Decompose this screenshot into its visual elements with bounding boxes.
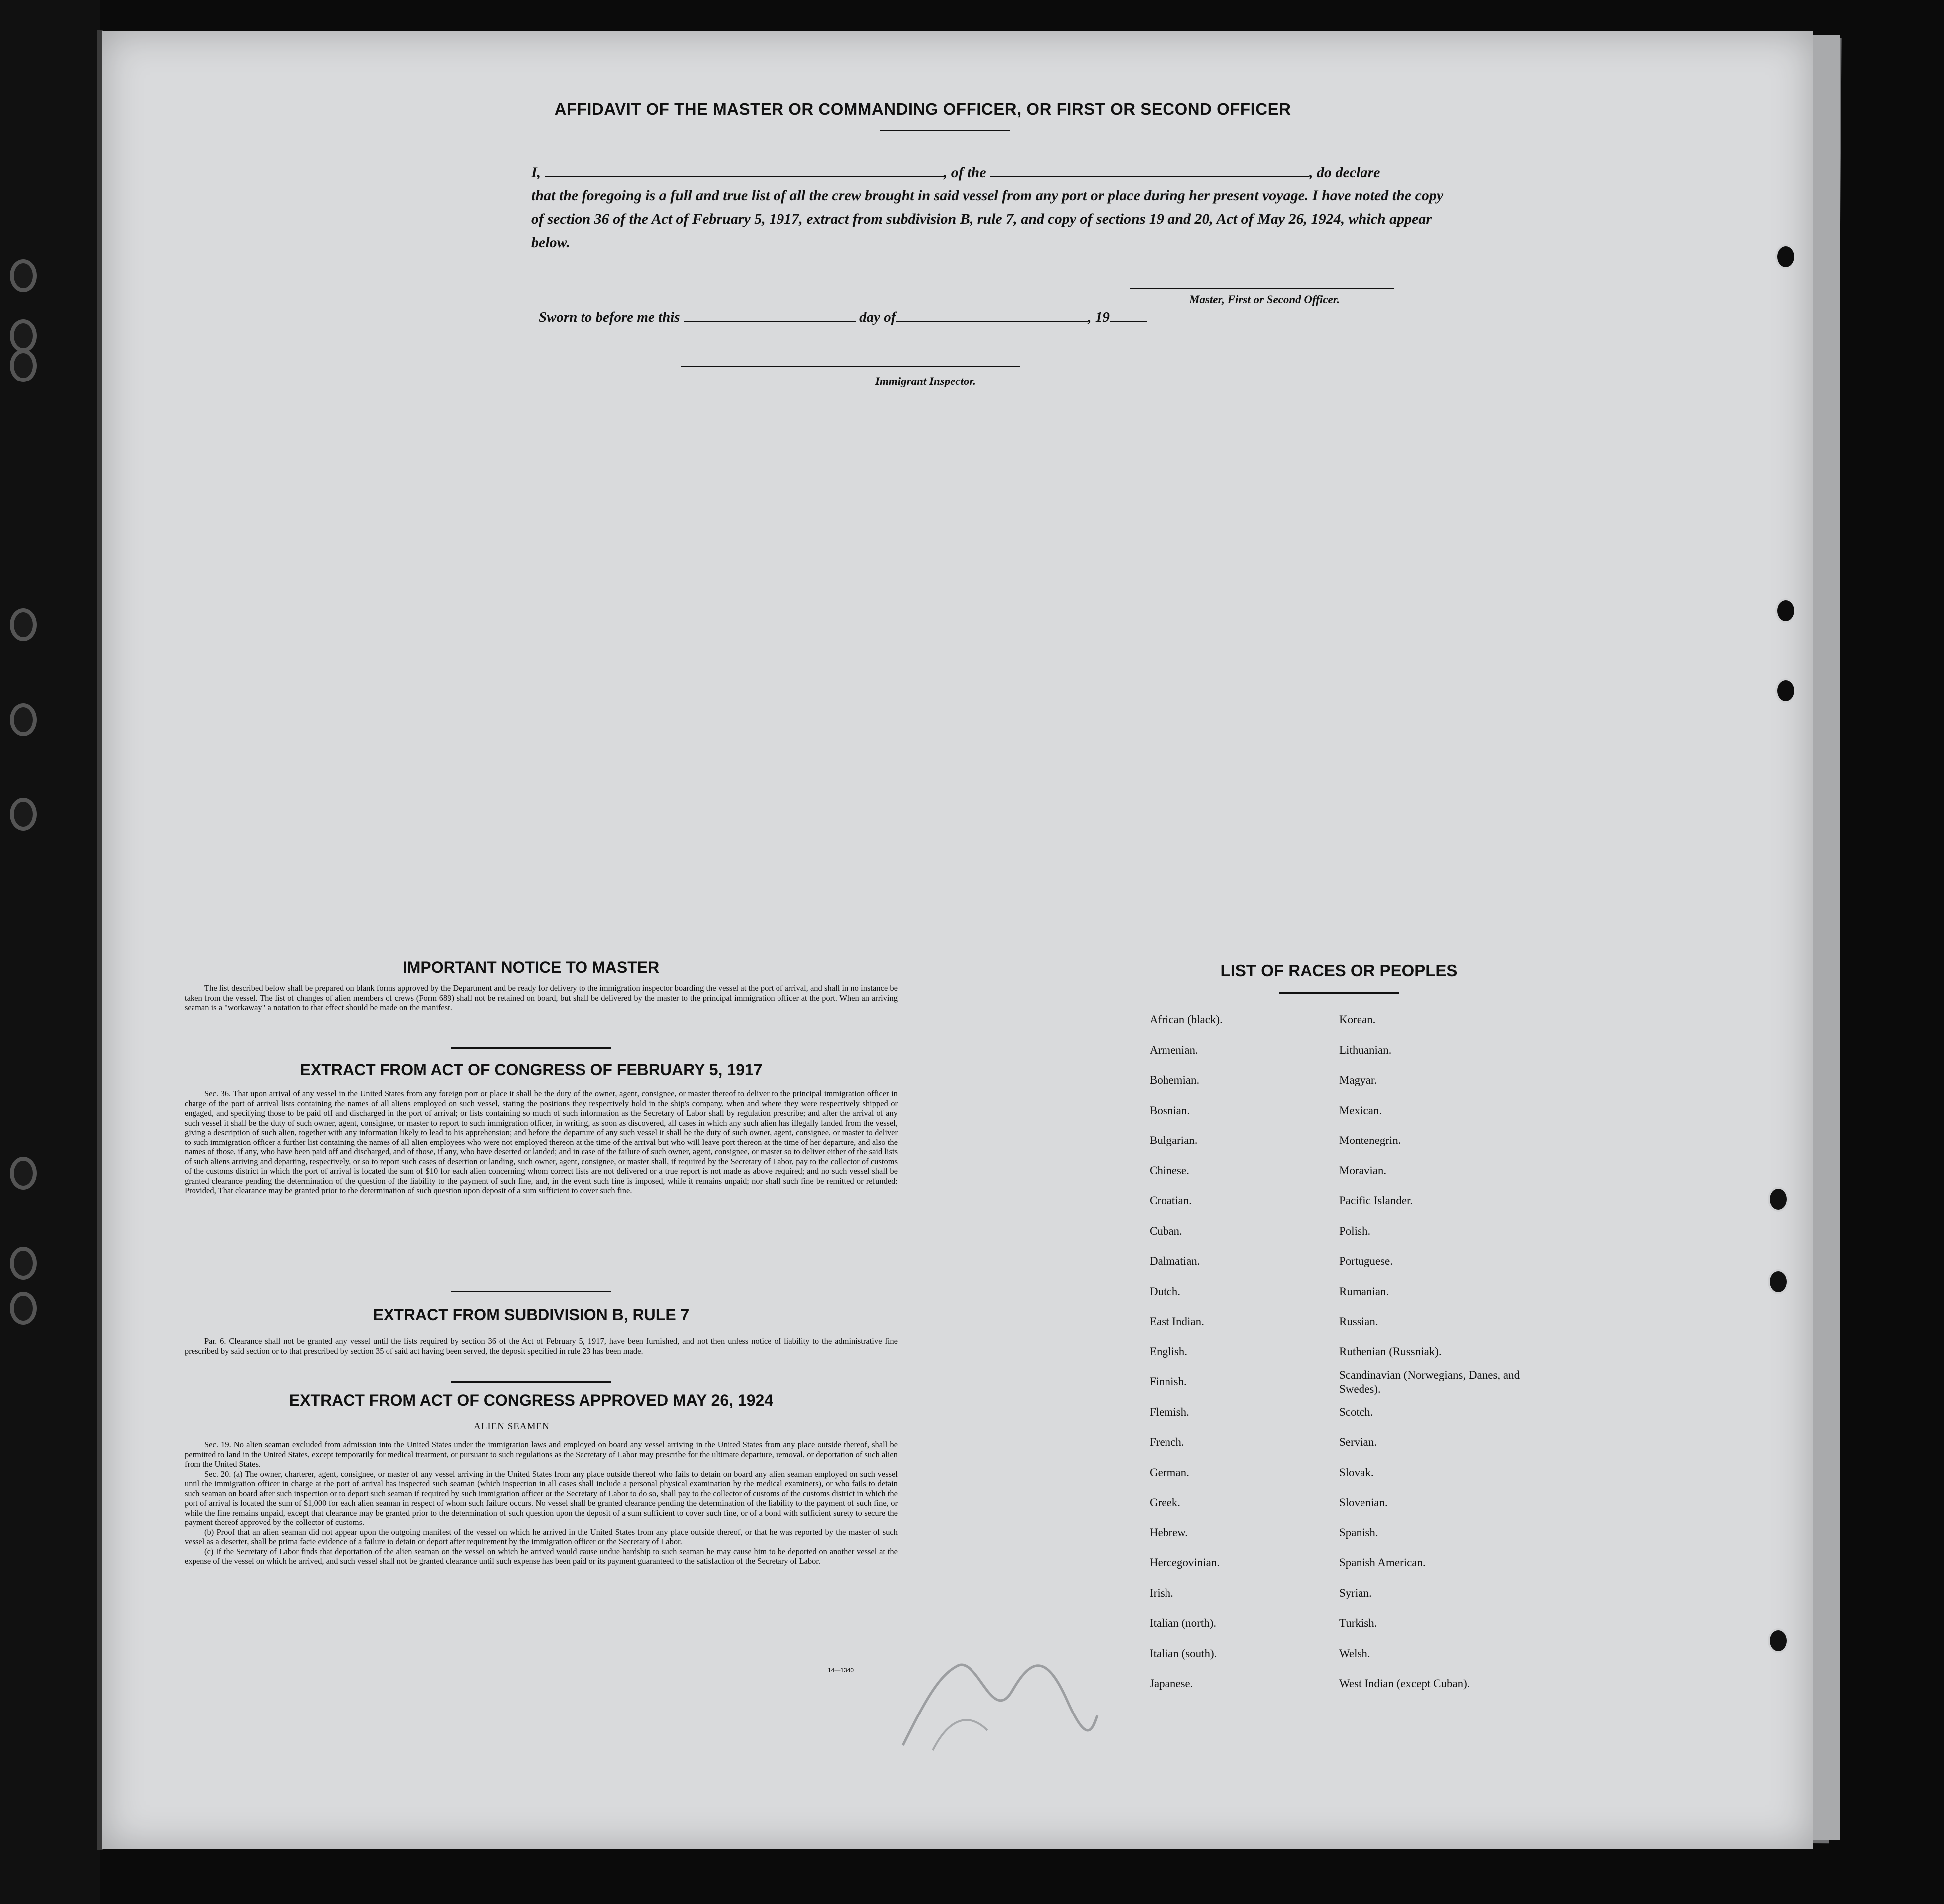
race-item: Rumanian. [1339, 1285, 1389, 1298]
day-of-label: day of [859, 309, 896, 325]
punch-hole-icon [1768, 1628, 1789, 1653]
race-item: Montenegrin. [1339, 1134, 1401, 1146]
affidavit-title: AFFIDAVIT OF THE MASTER OR COMMANDING OFFICER, OR FIRST OR SECOND OFFICER [554, 100, 1291, 118]
binding-ring-icon [10, 349, 37, 382]
race-item: Servian. [1339, 1436, 1377, 1448]
race-item: Slovenian. [1339, 1496, 1388, 1509]
punch-hole-icon [1768, 1269, 1789, 1294]
race-item: Spanish. [1339, 1526, 1378, 1539]
races-rule [1279, 992, 1399, 994]
sec-36-paragraph: Sec. 36. That upon arrival of any vessel in the United States from any foreign port or place it shall be the duty of the owner, agent, consignee, or master thereof to deliver to the principal immigration officer in charge of the port of arrival lists containing the names of all aliens employed on such vessel, stating the positions they respectively hold in the ship's company, when and where they were respectively shipped or engaged, and specifying those to be paid off and discharged in the port of arrival; or lists containing so much of such information as the Secretary of Labor shall by regulation prescribe; and after the arrival of any such vessel it shall be the duty of such owner, agent, consignee, or master to report to such immigration officer, in writing, as soon as discovered, all cases in which any such alien has illegally landed from the vessel, giving a description of such alien, together with any information likely to lead to his apprehension; and before the departure of any such vessel it shall be the duty of such owner, agent, consignee, or master to deliver to such immigration officer a further list containing the names of all alien employees who were not employed thereon at the time of the arrival but who will leave port thereon at the time of her departure, and also the names of those, if any, who have been paid off and discharged, and of those, if any, who have deserted or landed; and in case of the failure of such owner, agent, consignee, or master so to deliver either of the said lists of such aliens arriving and departing, respectively, or so to report such cases of desertion or landing, such owner, agent, consignee, or master shall, if required by the Secretary of Labor, pay to the collector of customs of the customs district in which the port of arrival is located the sum of $10 for each alien concerning whom correct lists are not delivered or a true report is not made as above required; and no such vessel shall be granted clearance pending the determination of the question of the liability to the payment of such fine, and, in the event such fine is imposed, while it remains unpaid; nor shall such fine be remitted or refunded: Provided, That clearance may be granted prior to the determination of such question upon deposit of a sum sufficient to cover such fine. [185, 1089, 898, 1195]
punch-hole-icon [1768, 1187, 1789, 1212]
race-item: Hebrew. [1150, 1526, 1188, 1539]
race-item: African (black). [1150, 1013, 1223, 1026]
extract-1917-rule [451, 1291, 611, 1292]
race-item: Scotch. [1339, 1405, 1373, 1418]
race-item: Pacific Islander. [1339, 1194, 1413, 1207]
race-item: Italian (south). [1150, 1647, 1217, 1660]
race-item: Korean. [1339, 1013, 1376, 1026]
sec-20a-paragraph: Sec. 20. (a) The owner, charterer, agent, consignee, or master of any vessel arriving in the United States from any place outside thereof who fails to detain on board any alien seaman employed on such vessel until the immigration officer in charge at the port of arrival has inspected such seaman (which inspection in all cases shall include a personal physical examination by the medical examiners), or who fails to detain such seaman on board after such inspection or to deport such seaman if required by such immigration officer or the Secretary of Labor to do so, shall pay to the collector of customs of the customs district in which the port of arrival is located the sum of $1,000 for each alien seaman in respect of whom such failure occurs. No vessel shall be granted clearance pending the determination of the liability to the payment of such fine, or while the fine remains unpaid, except that clearance may be granted prior to the determination of such question upon the deposit of a sum sufficient to cover such fine, or of a bond with sufficient surety to secure the payment thereof approved by the collector of customs. [185, 1469, 898, 1527]
races-right-column [1339, 1005, 1529, 1699]
race-item: Portuguese. [1339, 1255, 1393, 1267]
sec-19-paragraph: Sec. 19. No alien seaman excluded from admission into the United States under the immigration laws and employed on board any vessel arriving in the United States from any place outside thereof, shall be permitted to land in the United States, except temporarily for medical treatment, or pursuant to such regulations as the Secretary of Labor may prescribe for the ultimate departure, removal, or deportation of such alien from the United States. [185, 1440, 898, 1469]
binding-ring-icon [10, 1247, 37, 1280]
extract-1917-title: EXTRACT FROM ACT OF CONGRESS OF FEBRUARY 5, 1917 [300, 1061, 763, 1079]
race-item: Lithuanian. [1339, 1043, 1392, 1056]
affidavit-statement: that the foregoing is a full and true list of all the crew brought in said vessel from any port or place during her present voyage. I have noted the copy of section 36 of the Act of February 5, 1917, extract from subdivision B, rule 7, and copy of sections 19 and 20, Act of May 26, 1924, which appear below. [531, 188, 1444, 251]
punch-hole-icon [1775, 244, 1796, 269]
sec-20c-paragraph: (c) If the Secretary of Labor finds that deportation of the alien seaman on the vessel on which he arrived would cause undue hardship to such seaman he may cause him to be deported on another vessel at the expense of the vessel on which he arrived, and such vessel shall not be granted clearance until such expense has been paid or its payment guaranteed to the satisfaction of the Secretary of Labor. [185, 1546, 898, 1566]
year-label: , 19 [1088, 309, 1110, 325]
inspector-signature-label: Immigrant Inspector. [875, 375, 976, 387]
notice-title: IMPORTANT NOTICE TO MASTER [402, 958, 660, 976]
binding-ring-icon [10, 1292, 37, 1325]
vessel-blank[interactable] [990, 163, 1309, 177]
race-item: German. [1150, 1466, 1189, 1479]
race-item: Dalmatian. [1150, 1255, 1200, 1267]
race-item: Bohemian. [1150, 1074, 1200, 1086]
race-item: Cuban. [1150, 1224, 1182, 1237]
sworn-date-blank[interactable] [684, 310, 856, 322]
race-item: Mexican. [1339, 1104, 1382, 1117]
race-item: Hercegovinian. [1150, 1556, 1220, 1569]
affidavit-of-the: , of the [943, 164, 986, 181]
race-item: French. [1150, 1436, 1184, 1448]
pencil-scribble-icon [893, 1646, 1102, 1760]
race-item: West Indian (except Cuban). [1339, 1677, 1470, 1690]
affidavit-i: I, [531, 164, 541, 181]
master-signature-line[interactable] [1130, 288, 1394, 289]
binding-ring-icon [10, 259, 37, 292]
race-item: Irish. [1150, 1586, 1173, 1599]
punch-hole-icon [1775, 598, 1796, 623]
notice-text [185, 983, 898, 1013]
race-item: English. [1150, 1345, 1188, 1358]
rule-7-rule [451, 1381, 611, 1383]
sworn-line [539, 309, 1147, 326]
race-item: Armenian. [1150, 1043, 1198, 1056]
races-left-column [1150, 1005, 1223, 1699]
race-item: Croatian. [1150, 1194, 1192, 1207]
races-title: LIST OF RACES OR PEOPLES [1220, 961, 1458, 980]
extract-1924-title: EXTRACT FROM ACT OF CONGRESS APPROVED MAY 26, 1924 [289, 1391, 774, 1409]
race-item: Flemish. [1150, 1405, 1189, 1418]
race-item: Bulgarian. [1150, 1134, 1198, 1146]
sec-20b-paragraph: (b) Proof that an alien seaman did not appear upon the outgoing manifest of the vessel on which he arrived in the United States from any place outside thereof, or that he was reported by the master of such vessel as a deserter, shall be prima facie evidence of a failure to detain or deport after requirement by the immigration officer or the Secretary of Labor. [185, 1527, 898, 1546]
punch-hole-icon [1775, 678, 1796, 703]
master-signature-label: Master, First or Second Officer. [1189, 293, 1340, 306]
binding-ring-icon [10, 798, 37, 831]
rule-7-title: EXTRACT FROM SUBDIVISION B, RULE 7 [373, 1306, 690, 1324]
rule-7-text [185, 1336, 898, 1356]
race-item: Polish. [1339, 1224, 1371, 1237]
race-item: Dutch. [1150, 1285, 1180, 1298]
race-item: Scandinavian (Norwegians, Danes, and Swedes). [1339, 1369, 1520, 1395]
title-rule [880, 130, 1010, 131]
affidavit-line1 [531, 161, 1444, 184]
race-item: Finnish. [1150, 1375, 1187, 1388]
inspector-signature-line[interactable] [681, 366, 1020, 367]
race-item: East Indian. [1150, 1315, 1204, 1328]
binding-ring-icon [10, 703, 37, 736]
sworn-month-blank[interactable] [896, 310, 1088, 322]
affidavit-do-declare: , do declare [1309, 164, 1380, 181]
race-item: Magyar. [1339, 1074, 1377, 1086]
race-item: Spanish American. [1339, 1556, 1426, 1569]
binding-ring-icon [10, 608, 37, 641]
name-blank[interactable] [545, 163, 944, 177]
race-item: Greek. [1150, 1496, 1180, 1509]
form-number: 14—1340 [828, 1667, 854, 1674]
extract-1917-text [185, 1089, 898, 1196]
binding-ring-icon [10, 319, 37, 352]
race-item: Moravian. [1339, 1164, 1387, 1177]
rule-7-paragraph: Par. 6. Clearance shall not be granted any vessel until the lists required by section 36 of the Act of February 5, 1917, have been furnished, and not then unless notice of liability to the administrative fine prescribed by said section or to that prescribed by section 35 of said act having been served, the deposit specified in rule 23 has been made. [185, 1336, 898, 1356]
extract-1924-text [185, 1440, 898, 1566]
alien-seamen-heading: ALIEN SEAMEN [474, 1421, 550, 1432]
affidavit-body [531, 161, 1444, 254]
race-item: Welsh. [1339, 1647, 1370, 1660]
race-item: Slovak. [1339, 1466, 1374, 1479]
race-item: Japanese. [1150, 1677, 1193, 1690]
race-item: Ruthenian (Russniak). [1339, 1345, 1442, 1358]
race-item: Syrian. [1339, 1586, 1372, 1599]
binding-ring-icon [10, 1157, 37, 1190]
race-item: Chinese. [1150, 1164, 1189, 1177]
notice-rule [451, 1047, 611, 1049]
sworn-label: Sworn to before me this [539, 309, 680, 325]
race-item: Italian (north). [1150, 1617, 1217, 1629]
year-blank[interactable] [1110, 310, 1147, 322]
race-item: Turkish. [1339, 1617, 1377, 1629]
form-page [102, 31, 1813, 1849]
notice-paragraph: The list described below shall be prepared on blank forms approved by the Department and be ready for delivery to the immigration inspector boarding the vessel at the port of arrival, and shall in no instance be taken from the vessel. The list of changes of alien members of crews (Form 689) shall not be retained on board, but shall be delivered by the master to the principal immigration officer at the port. When an arriving seaman is a "workaway" a notation to that effect should be made on the manifest. [185, 983, 898, 1012]
race-item: Bosnian. [1150, 1104, 1190, 1117]
race-item: Russian. [1339, 1315, 1378, 1328]
